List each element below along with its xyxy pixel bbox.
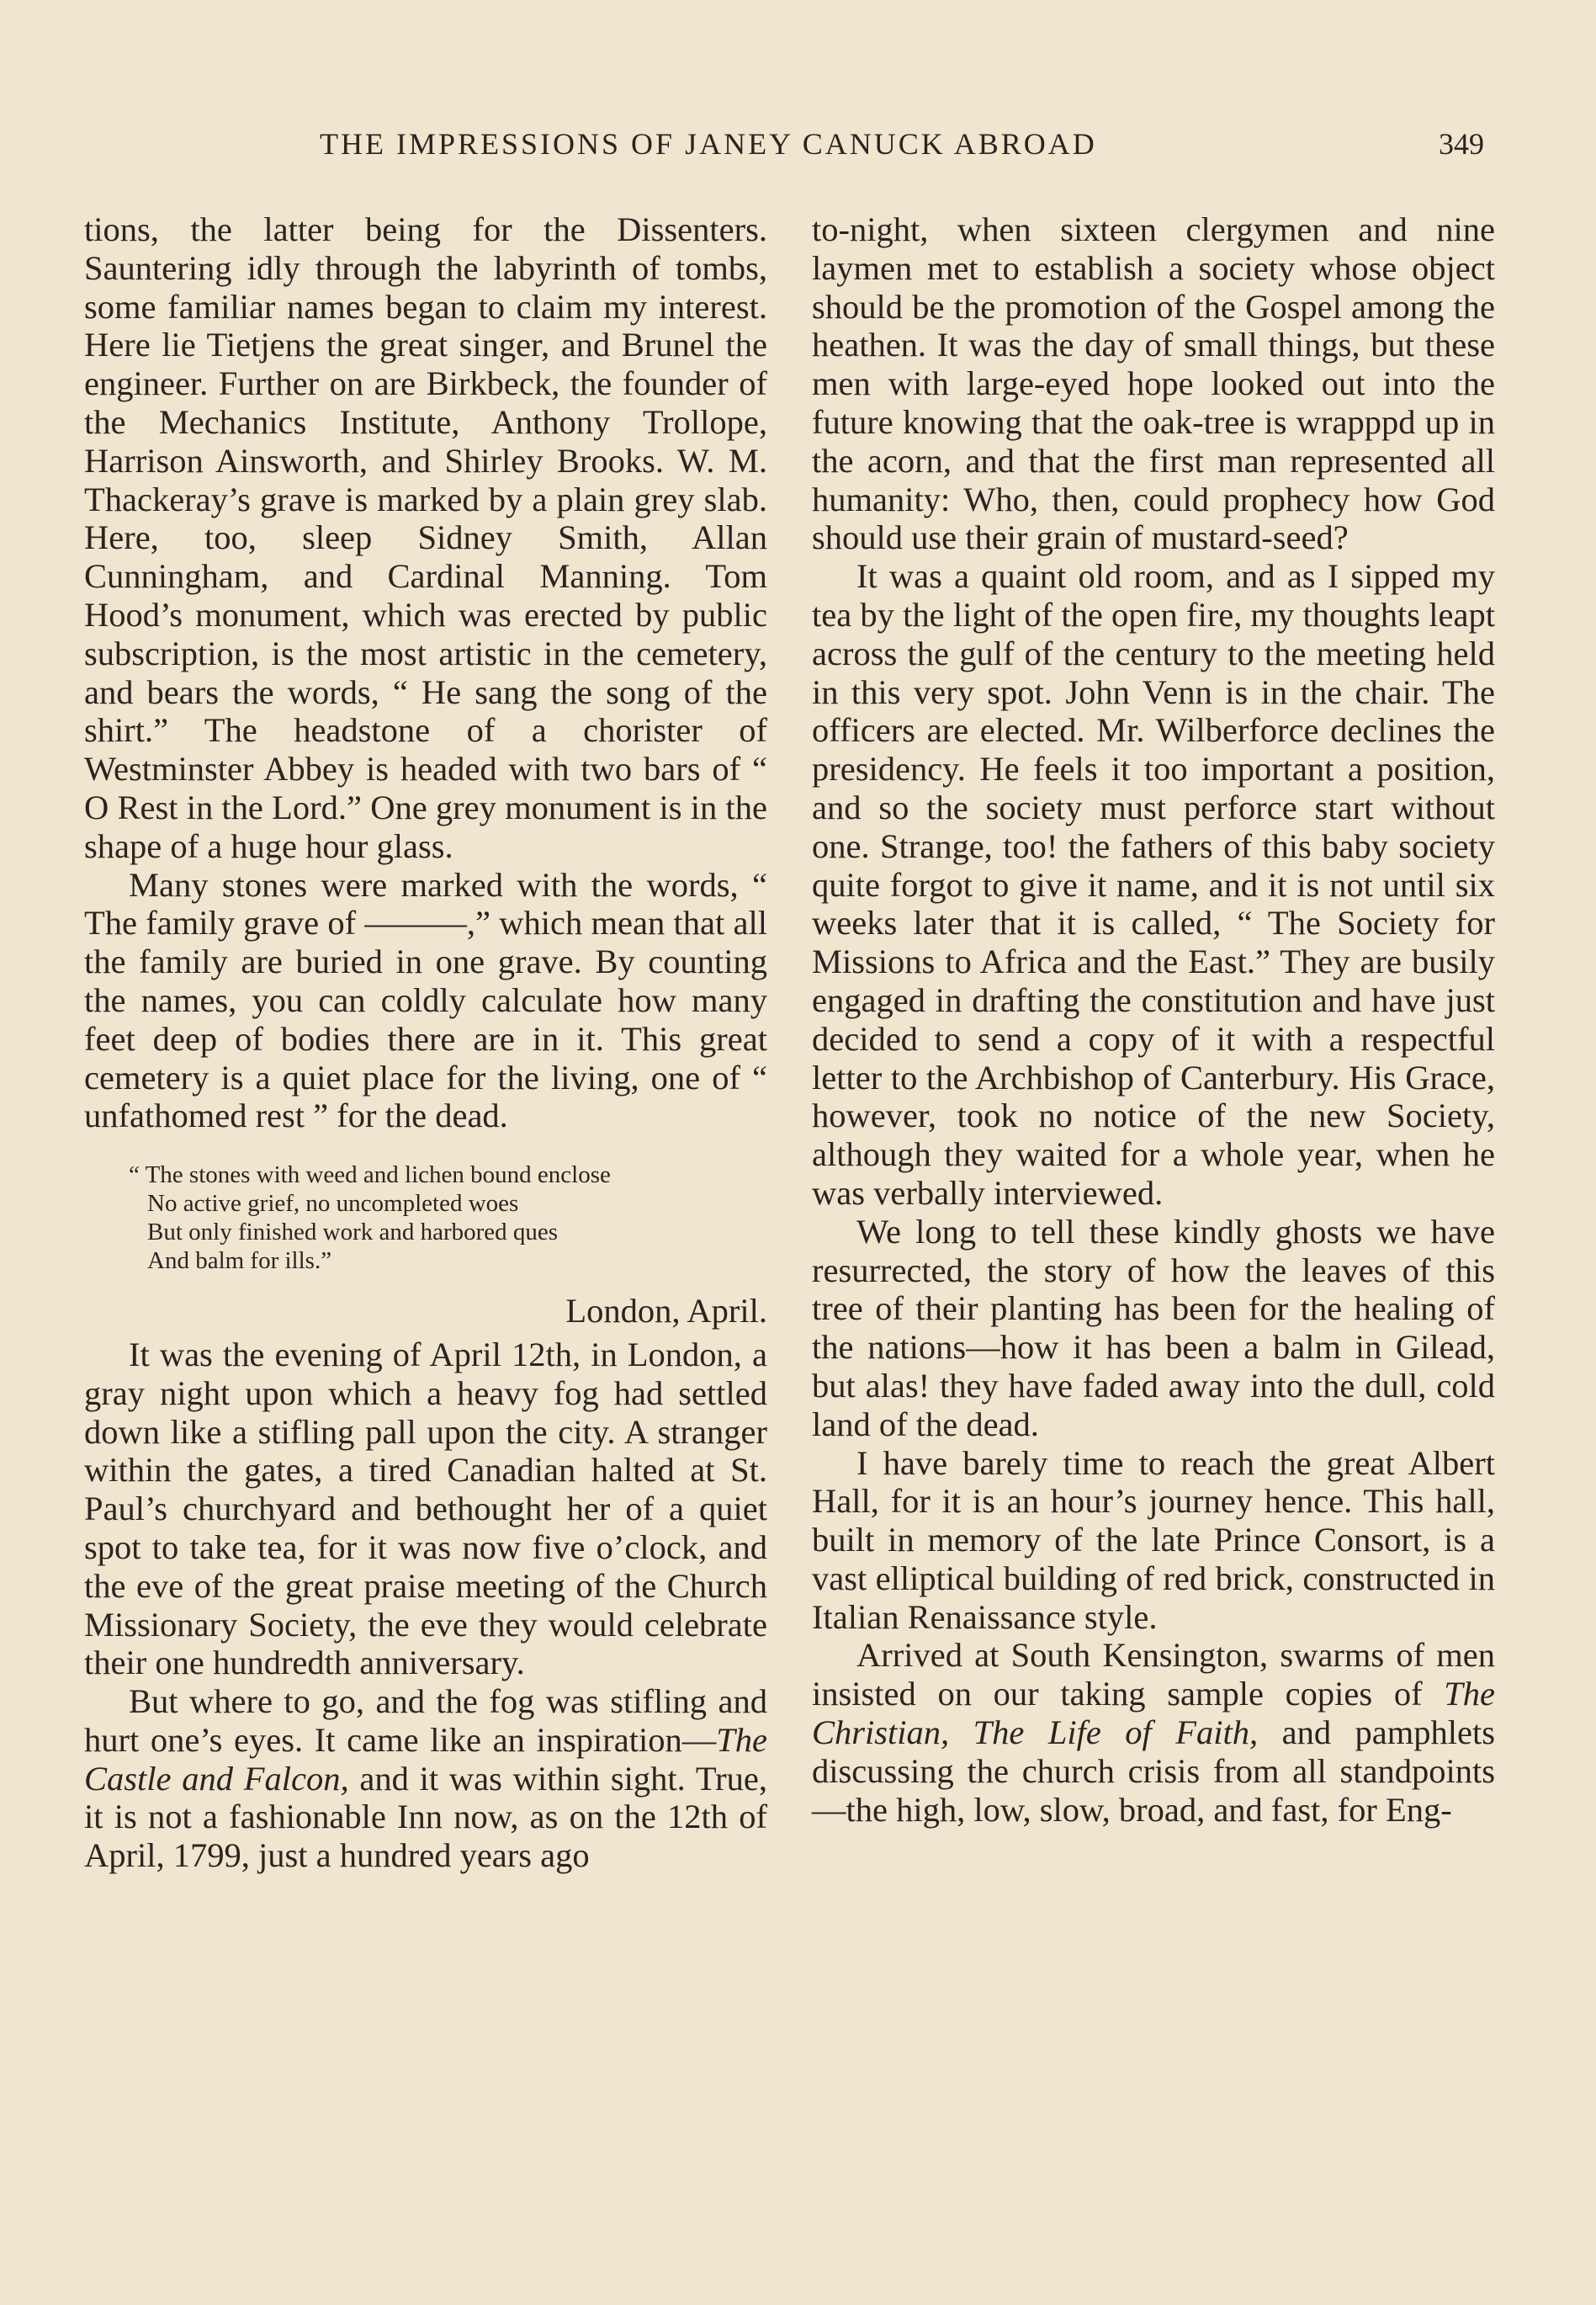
dateline: London, April. [565,1292,767,1330]
paragraph: It was the evening of April 12th, in London, a gray night upon which a heavy fog had settled down like a stifling pall upon the city. A stranger within the gates, a tired Canadian halted at St. Paul’s churchyard and bethought her of a quiet spot to take tea, for it was now five o’clock, and the eve of the great praise meeting of the Church Missionary Society, the eve they would celebrate their one hundredth anniversary. [84,1335,767,1682]
text-run: But where to go, and the fog was stifling and hurt one’s eyes. It came like an inspiration— [84,1682,767,1759]
verse-line: But only finished work and harbored ques [147,1219,559,1246]
paragraph: We long to tell these kindly ghosts we have resurrected, the story of how the leaves of this tree of their planting has been for the healing of the nations—how it has been a balm in Gilead, but alas! they have faded away into the dull, cold land of the dead. [812,1212,1495,1443]
paragraph: It was a quaint old room, and as I sipped my tea by the light of the open fire, my thoughts leapt across the gulf of the century to the meeting held in this very spot. John Venn is in the chair. The officers are elected. Mr. Wilberforce declines the presidency. He feels it too important a position, and so the society must perforce start without one. Strange, too! the fathers of this baby society quite forgot to give it name, and it is not until six weeks later that it is called, “ The Society for Missions to Africa and the East.” They are busily engaged in drafting the constitution and have just decided to send a copy of it with a respectful letter to the Archbishop of Canterbury. His Grace, however, took no notice of the new Society, although they waited for a whole year, when he was verbally interviewed. [812,557,1495,1212]
verse-line: No active grief, no uncompleted woes [147,1190,519,1218]
verse-line: And balm for ills.” [147,1247,332,1275]
verse-quotation [84,1160,767,1275]
italic-title: The Christian, The Life of Faith, [812,1675,1495,1752]
running-title: THE IMPRESSIONS OF JANEY CANUCK ABROAD [320,127,1097,161]
verse-line: “ The stones with weed and lichen bound enclose [129,1161,611,1189]
paragraph: tions, the latter being for the Dissenters. Sauntering idly through the labyrinth of tombs, some familiar names began to claim my interest. Here lie Tietjens the great singer, and Brunel the engineer. Further on are Birkbeck, the founder of the Mechanics Institute, Anthony Trollope, Harrison Ainsworth, and Shirley Brooks. W. M. Thackeray’s grave is marked by a plain grey slab. Here, too, sleep Sidney Smith, Allan Cunningham, and Cardinal Manning. Tom Hood’s monument, which was erected by public subscription, is the most artistic in the cemetery, and bears the words, “ He sang the song of the shirt.” The headstone of a chorister of Westminster Abbey is headed with two bars of “ O Rest in the Lord.” One grey monument is in the shape of a huge hour glass. [84,210,767,865]
left-column [84,210,767,1875]
right-column [812,210,1495,1829]
paragraph: to-night, when sixteen clergymen and nine laymen met to establish a society whose object should be the promotion of the Gospel among the heathen. It was the day of small things, but these men with large-eyed hope looked out into the future knowing that the oak-tree is wrapppd up in the acorn, and that the first man represented all humanity: Who, then, could prophecy how God should use their grain of mustard-seed? [812,210,1495,557]
paragraph: Many stones were marked with the words, “ The family grave of ———,” which mean that all the family are buried in one grave. By counting the names, you can coldly calculate how many feet deep of bodies there are in it. This great cemetery is a quiet place for the living, one of “ unfathomed rest ” for the dead. [84,865,767,1135]
text-run: Arrived at South Kensington, swarms of men insisted on our taking sample copies of [812,1636,1495,1713]
paragraph: I have barely time to reach the great Albert Hall, for it is an hour’s journey hence. This hall, built in memory of the late Prince Consort, is a vast elliptical building of red brick, constructed in Italian Renaissance style. [812,1443,1495,1636]
italic-title: The Castle and Falcon, [84,1720,767,1798]
text-run: and it was within sight. True, it is not a fashionable Inn now, as on the 12th of April, 1799, just a hundred years ago [84,1759,767,1875]
paragraph [812,1636,1495,1829]
paragraph [84,1682,767,1875]
running-head [0,126,1596,168]
text-run: and pamphlets discussing the church crisis from all standpoints—the high, low, slow, broad, and fast, for Eng- [812,1713,1496,1829]
page-number: 349 [1439,127,1484,161]
